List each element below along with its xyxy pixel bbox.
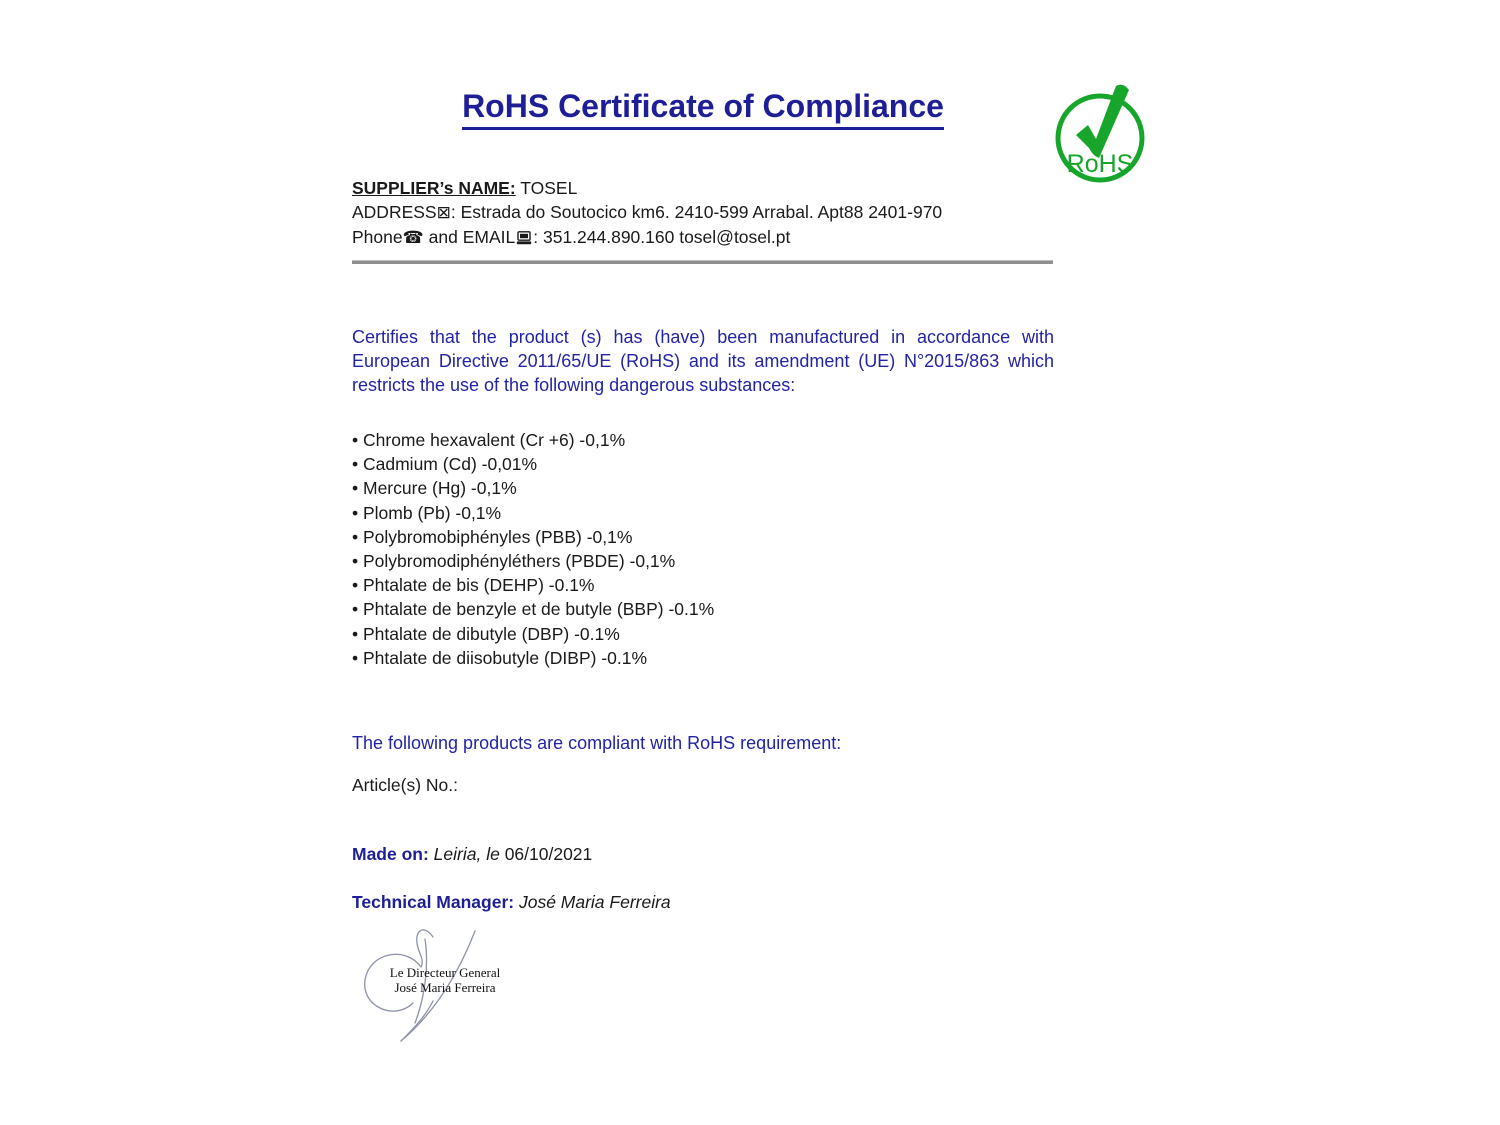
rohs-logo xyxy=(1053,82,1149,186)
substance-item: • Phtalate de dibutyle (DBP) -0.1% xyxy=(352,622,1054,646)
and-email-label: and EMAIL xyxy=(423,227,516,247)
supplier-name-label: SUPPLIER’s NAME: xyxy=(352,178,516,198)
technical-manager-label: Technical Manager: xyxy=(352,892,515,912)
substance-item: • Phtalate de bis (DEHP) -0.1% xyxy=(352,573,1054,597)
compliance-statement: The following products are compliant with RoHS requirement: xyxy=(352,733,842,753)
envelope-icon: ⊠ xyxy=(436,203,451,223)
supplier-name-line xyxy=(352,176,1054,200)
substance-item: • Plomb (Pb) -0,1% xyxy=(352,501,1054,525)
supplier-contact-line xyxy=(352,225,1054,250)
certification-statement: Certifies that the product (s) has (have) been manufactured in accordance with European Directive 2011/65/UE (RoHS) and its amendment (UE) N°2015/863 which restricts the use of the following dangerous substances: xyxy=(352,327,1054,396)
technical-manager-name: José Maria Ferreira xyxy=(514,892,671,912)
page-title: RoHS Certificate of Compliance xyxy=(462,88,944,130)
made-on-place: Leiria, le xyxy=(428,844,505,864)
substance-item: • Mercure (Hg) -0,1% xyxy=(352,476,1054,500)
address-value: : Estrada do Soutocico km6. 2410-599 Arrabal. Apt88 2401-970 xyxy=(450,202,943,222)
substance-item: • Polybromobiphényles (PBB) -0,1% xyxy=(352,525,1054,549)
substance-item: • Phtalate de diisobutyle (DIBP) -0.1% xyxy=(352,646,1054,670)
substance-item: • Chrome hexavalent (Cr +6) -0,1% xyxy=(352,428,1054,452)
address-label: ADDRESS xyxy=(352,202,437,222)
divider-line xyxy=(352,260,1053,264)
title-container xyxy=(352,88,1054,130)
substance-item: • Polybromodiphényléthers (PBDE) -0,1% xyxy=(352,549,1054,573)
contact-value: : 351.244.890.160 tosel@tosel.pt xyxy=(533,227,791,247)
signature-text xyxy=(375,965,515,995)
made-on-label: Made on: xyxy=(352,844,429,864)
article-number-line: Article(s) No.: xyxy=(352,775,458,795)
substance-item: • Phtalate de benzyle et de butyle (BBP) -0.1% xyxy=(352,597,1054,621)
phone-icon: ☎ xyxy=(402,228,424,248)
supplier-block xyxy=(352,176,1054,250)
substances-list xyxy=(352,428,1054,670)
technical-manager-line xyxy=(352,892,1054,913)
logo-label: RoHS xyxy=(1066,150,1134,178)
signature-name: José Maria Ferreira xyxy=(394,980,496,995)
substance-item: • Cadmium (Cd) -0,01% xyxy=(352,452,1054,476)
supplier-address-line xyxy=(352,200,1054,225)
computer-icon xyxy=(516,231,532,245)
phone-label: Phone xyxy=(352,227,403,247)
supplier-name-value: TOSEL xyxy=(515,178,578,198)
made-on-date: 06/10/2021 xyxy=(504,844,593,864)
made-on-line xyxy=(352,844,1054,865)
signature-title: Le Directeur General xyxy=(389,965,501,980)
